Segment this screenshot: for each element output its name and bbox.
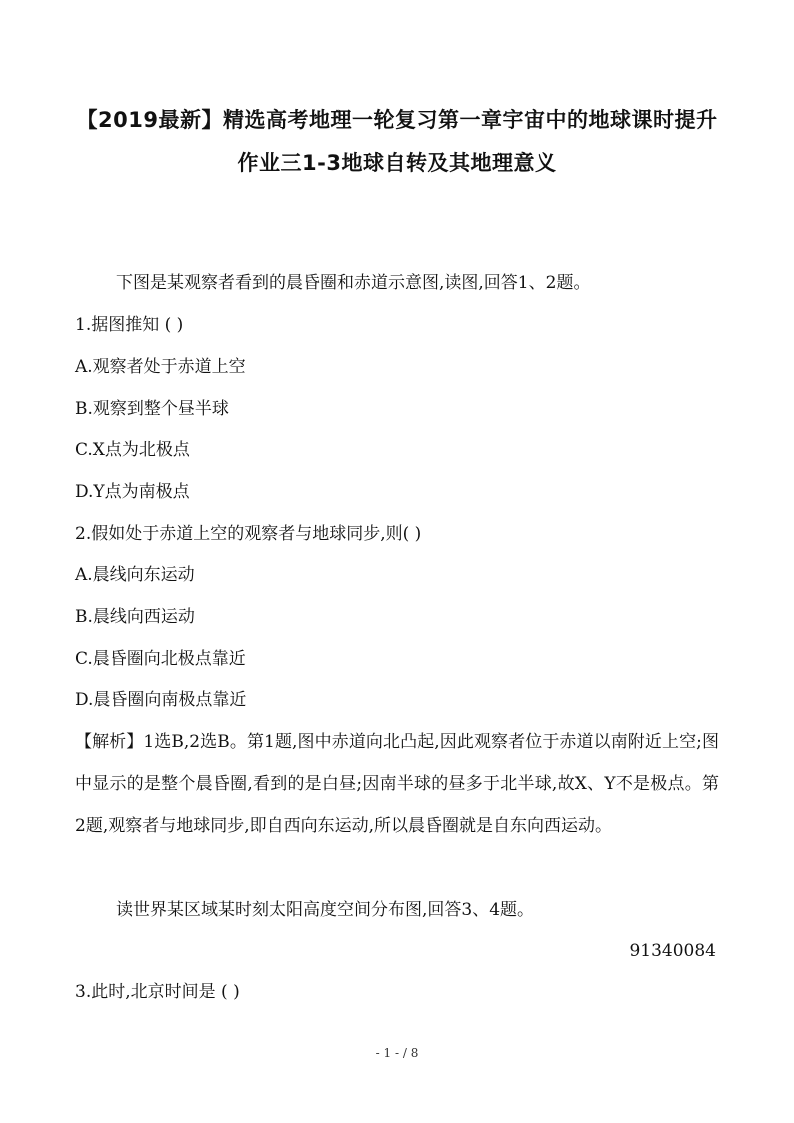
- question-1-option-b: B.观察到整个昼半球: [75, 399, 229, 419]
- question-3-stem: 3.此时,北京时间是 ( ): [75, 982, 240, 1002]
- question-1-option-a: A.观察者处于赤道上空: [75, 357, 246, 377]
- question-2-stem: 2.假如处于赤道上空的观察者与地球同步,则( ): [75, 524, 422, 544]
- intro-question-3-4: 读世界某区域某时刻太阳高度空间分布图,回答3、4题。: [116, 900, 535, 920]
- document-title-line-1: 【2019最新】精选高考地理一轮复习第一章宇宙中的地球课时提升: [76, 108, 718, 132]
- question-2-option-c: C.晨昏圈向北极点靠近: [75, 649, 246, 669]
- figure-code: 91340084: [629, 941, 716, 961]
- question-2-option-a: A.晨线向东运动: [75, 565, 195, 585]
- document-title-line-2: 作业三1-3地球自转及其地理意义: [237, 151, 557, 175]
- analysis-paragraph: 【解析】1选B,2选B。第1题,图中赤道向北凸起,因此观察者位于赤道以南附近上空;图中显示的是整个晨昏圈,看到的是白昼;因南半球的昼多于北半球,故X、Y不是极点。第2题,观察者与地球同步,即自西向东运动,所以晨昏圈就是自东向西运动。: [75, 732, 719, 836]
- question-1-option-c: C.X点为北极点: [75, 440, 190, 460]
- question-2-option-b: B.晨线向西运动: [75, 607, 195, 627]
- question-1-option-d: D.Y点为南极点: [75, 482, 190, 502]
- intro-question-1-2: 下图是某观察者看到的晨昏圈和赤道示意图,读图,回答1、2题。: [116, 273, 591, 293]
- question-2-option-d: D.晨昏圈向南极点靠近: [75, 690, 247, 710]
- question-1-stem: 1.据图推知 ( ): [75, 315, 184, 335]
- page-number-footer: - 1 - / 8: [375, 1046, 419, 1060]
